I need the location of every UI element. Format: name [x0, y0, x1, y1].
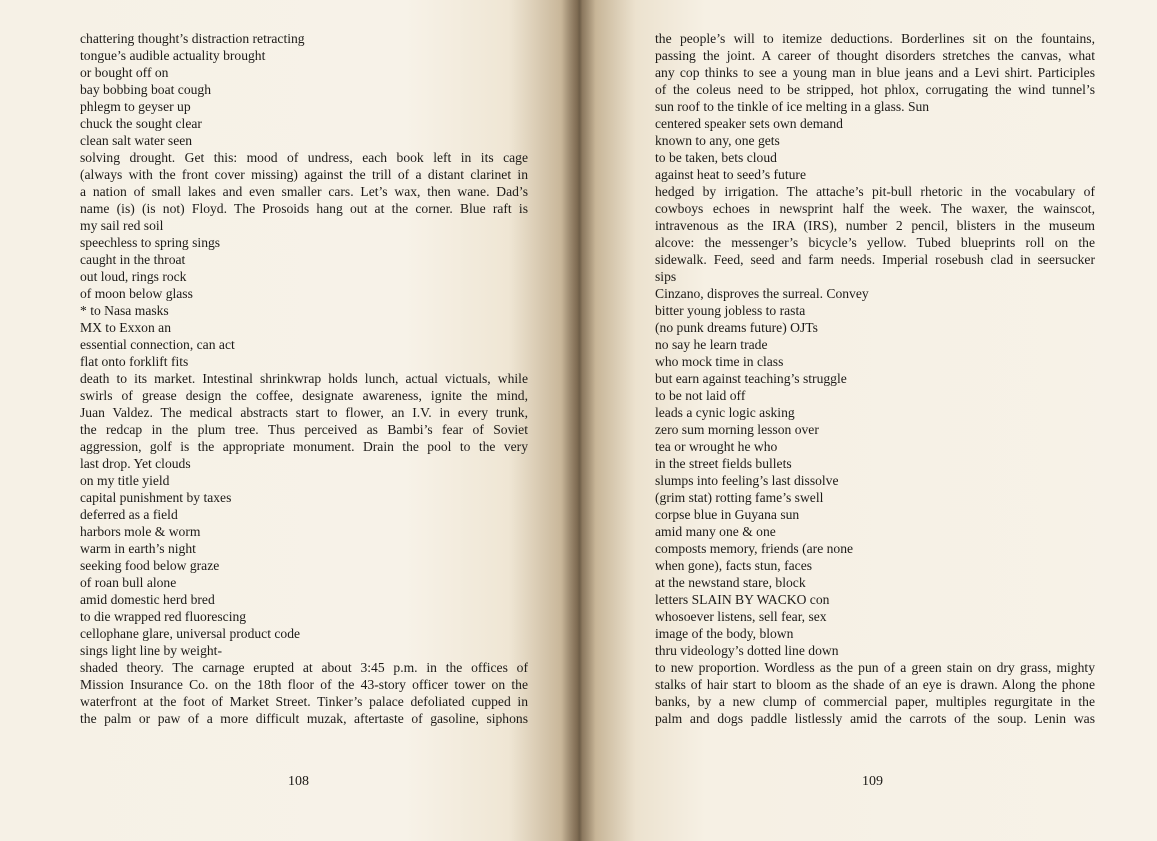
text-line: speechless to spring sings: [80, 235, 221, 250]
text-line: hedged by irrigation. The attache’s pit-bull rhetoric in the vocabulary of: [655, 184, 1095, 199]
text-line: Cinzano, disproves the surreal. Convey: [655, 286, 869, 301]
text-line: on my title yield: [80, 473, 170, 488]
text-line: but earn against teaching’s struggle: [655, 371, 847, 386]
text-line: flat onto forklift fits: [80, 354, 189, 369]
text-line: in the street fields bullets: [655, 456, 792, 471]
text-line: who mock time in class: [655, 354, 784, 369]
text-line: chattering thought’s distraction retracting: [80, 31, 305, 46]
text-line: or bought off on: [80, 65, 169, 80]
text-line: cowboys echoes in newsprint half the week. The waxer, the wainscot,: [655, 201, 1095, 216]
left-page-number: 108: [288, 774, 309, 789]
text-line: tea or wrought he who: [655, 439, 778, 454]
text-line: to new proportion. Wordless as the pun of a green stain on dry grass, mighty: [655, 660, 1095, 675]
text-line: alcove: the messenger’s bicycle’s yellow. Tubed blueprints roll on the: [655, 235, 1095, 250]
text-line: swirls of grease design the coffee, designate awareness, ignite the mind,: [80, 388, 528, 403]
text-line: (no punk dreams future) OJTs: [655, 320, 818, 335]
right-page: [578, 0, 1157, 841]
text-line: passing the joint. A career of thought disorders stretches the canvas, what: [655, 48, 1095, 63]
text-line: bay bobbing boat cough: [80, 82, 212, 97]
right-page-text: [655, 30, 1095, 727]
text-line: name (is) (is not) Floyd. The Prosoids hang out at the corner. Blue raft is: [80, 201, 528, 216]
text-line: (grim stat) rotting fame’s swell: [655, 490, 824, 505]
text-line: whosoever listens, sell fear, sex: [655, 609, 827, 624]
text-line: of moon below glass: [80, 286, 193, 301]
text-line: the palm or paw of a more difficult muzak, aftertaste of gasoline, siphons: [80, 711, 528, 726]
text-line: sings light line by weight-: [80, 643, 222, 658]
text-line: tongue’s audible actuality brought: [80, 48, 266, 63]
text-line: of the coleus need to be stripped, hot phlox, corrugating the wind tunnel’s: [655, 82, 1095, 97]
text-line: letters SLAIN BY WACKO con: [655, 592, 830, 607]
right-page-number: 109: [862, 774, 883, 789]
text-line: capital punishment by taxes: [80, 490, 232, 505]
text-line: a nation of small lakes and even smaller cars. Let’s wax, then wane. Dad’s: [80, 184, 528, 199]
text-line: essential connection, can act: [80, 337, 235, 352]
text-line: my sail red soil: [80, 218, 164, 233]
text-line: to be taken, bets cloud: [655, 150, 777, 165]
text-line: shaded theory. The carnage erupted at about 3:45 p.m. in the offices of: [80, 660, 528, 675]
text-line: palm and dogs paddle listlessly amid the carrots of the soup. Lenin was: [655, 711, 1095, 726]
text-line: against heat to seed’s future: [655, 167, 806, 182]
text-line: when gone), facts stun, faces: [655, 558, 813, 573]
text-line: corpse blue in Guyana sun: [655, 507, 800, 522]
text-line: banks, by a new clump of commercial paper, multiples regurgitate in the: [655, 694, 1095, 709]
text-line: image of the body, blown: [655, 626, 794, 641]
text-line: aggression, golf is the appropriate monument. Drain the pool to the very: [80, 439, 528, 454]
text-line: warm in earth’s night: [80, 541, 196, 556]
text-line: waterfront at the foot of Market Street. Tinker’s palace defoliated cupped in: [80, 694, 528, 709]
text-line: last drop. Yet clouds: [80, 456, 191, 471]
text-line: solving drought. Get this: mood of undress, each book left in its cage: [80, 150, 528, 165]
text-line: slumps into feeling’s last dissolve: [655, 473, 839, 488]
text-line: leads a cynic logic asking: [655, 405, 795, 420]
text-line: sips: [655, 269, 677, 284]
text-line: sun roof to the tinkle of ice melting in a glass. Sun: [655, 99, 930, 114]
left-page: [0, 0, 578, 841]
text-line: known to any, one gets: [655, 133, 780, 148]
text-line: thru videology’s dotted line down: [655, 643, 839, 658]
text-line: composts memory, friends (are none: [655, 541, 854, 556]
text-line: no say he learn trade: [655, 337, 768, 352]
text-line: seeking food below graze: [80, 558, 220, 573]
text-line: to die wrapped red fluorescing: [80, 609, 247, 624]
text-line: Juan Valdez. The medical abstracts start to flower, an I.V. in every trunk,: [80, 405, 528, 420]
text-line: amid domestic herd bred: [80, 592, 215, 607]
text-line: chuck the sought clear: [80, 116, 202, 131]
text-line: at the newstand stare, block: [655, 575, 806, 590]
text-line: harbors mole & worm: [80, 524, 201, 539]
text-line: deferred as a field: [80, 507, 178, 522]
text-line: (always with the front cover missing) against the trill of a distant clarinet in: [80, 167, 528, 182]
text-line: of roan bull alone: [80, 575, 177, 590]
text-line: to be not laid off: [655, 388, 746, 403]
text-line: clean salt water seen: [80, 133, 193, 148]
text-line: death to its market. Intestinal shrinkwrap holds lunch, actual victuals, while: [80, 371, 528, 386]
text-line: Mission Insurance Co. on the 18th floor of the 43-story officer tower on the: [80, 677, 528, 692]
text-line: bitter young jobless to rasta: [655, 303, 806, 318]
text-line: centered speaker sets own demand: [655, 116, 843, 131]
text-line: stalks of hair start to bloom as the shade of an eye is drawn. Along the phone: [655, 677, 1095, 692]
text-line: sidewalk. Feed, seed and farm needs. Imperial rosebush clad in seersucker: [655, 252, 1095, 267]
text-line: the people’s will to itemize deductions. Borderlines sit on the fountains,: [655, 31, 1095, 46]
text-line: amid many one & one: [655, 524, 776, 539]
left-page-text: [80, 30, 528, 727]
text-line: phlegm to geyser up: [80, 99, 191, 114]
text-line: intravenous as the IRA (IRS), number 2 pencil, blisters in the museum: [655, 218, 1095, 233]
text-line: * to Nasa masks: [80, 303, 169, 318]
text-line: the redcap in the plum tree. Thus perceived as Bambi’s fear of Soviet: [80, 422, 528, 437]
text-line: any cop thinks to see a young man in blue jeans and a Levi shirt. Participles: [655, 65, 1095, 80]
text-line: MX to Exxon an: [80, 320, 171, 335]
text-line: out loud, rings rock: [80, 269, 187, 284]
text-line: cellophane glare, universal product code: [80, 626, 301, 641]
text-line: zero sum morning lesson over: [655, 422, 819, 437]
text-line: caught in the throat: [80, 252, 186, 267]
